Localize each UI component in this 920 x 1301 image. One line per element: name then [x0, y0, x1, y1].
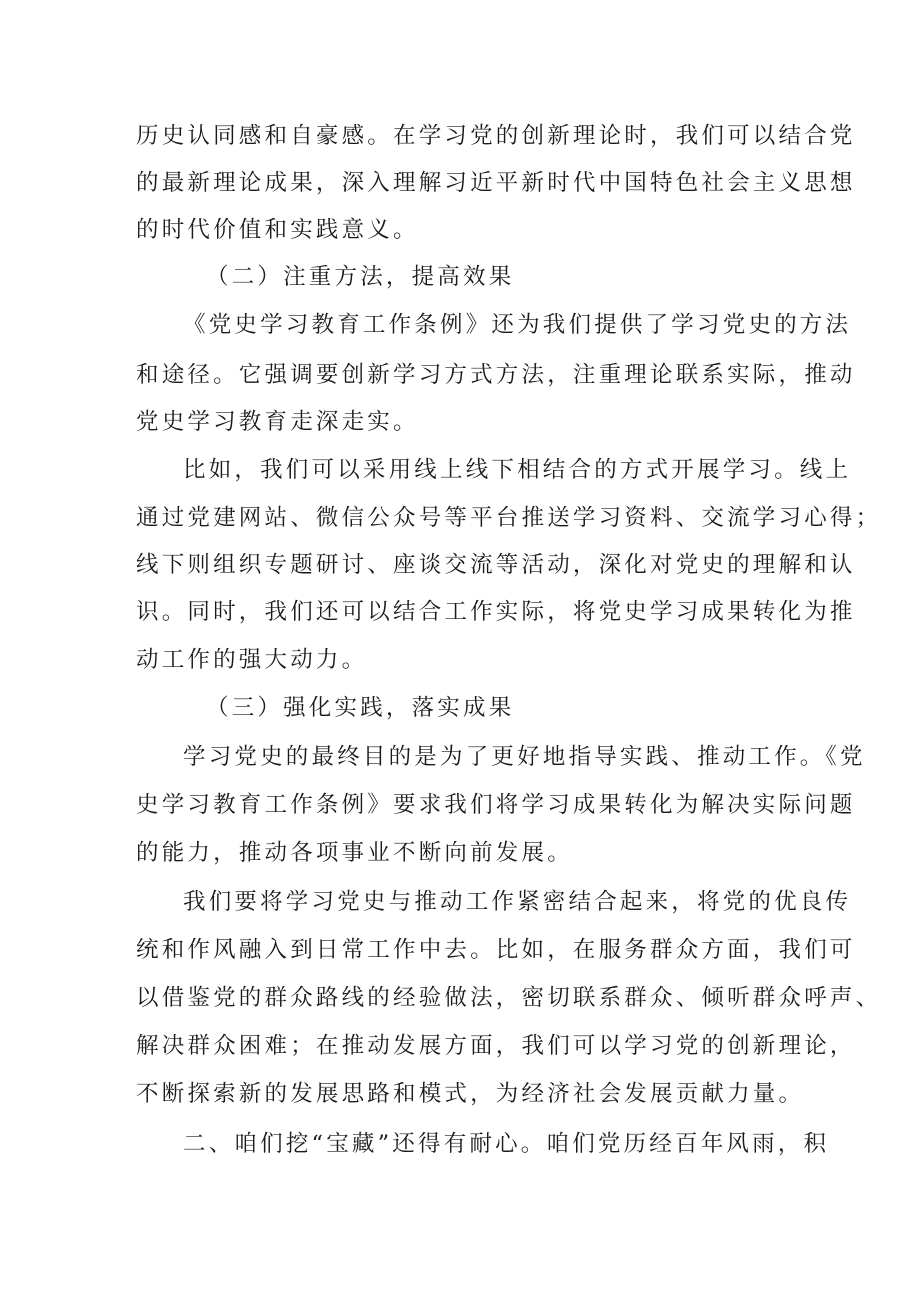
section-heading-3: （三）强化实践，落实成果: [206, 695, 515, 721]
body-text-line: 比如，我们可以采用线上线下相结合的方式开展学习。线上: [183, 457, 852, 483]
body-text-line: 的最新理论成果，深入理解习近平新时代中国特色社会主义思想: [136, 170, 856, 196]
body-text-line: 我们要将学习党史与推动工作紧密结合起来，将党的优良传: [183, 889, 852, 915]
body-text-line: 动工作的强大动力。: [136, 647, 368, 673]
body-text-line: 的能力，推动各项事业不断向前发展。: [136, 840, 573, 866]
body-text-line: 线下则组织专题研讨、座谈交流等活动，深化对党史的理解和认: [136, 552, 856, 578]
body-text-line: 历史认同感和自豪感。在学习党的创新理论时，我们可以结合党: [136, 123, 856, 149]
body-text-line: 党史学习教育走深走实。: [136, 409, 419, 435]
body-text-line: 二、咱们挖“宝藏”还得有耐心。咱们党历经百年风雨，积: [183, 1131, 830, 1157]
body-text-line: 以借鉴党的群众路线的经验做法，密切联系群众、倾听群众呼声、: [136, 985, 882, 1011]
body-text-line: 解决群众困难；在推动发展方面，我们可以学习党的创新理论，: [136, 1033, 856, 1059]
body-text-line: 《党史学习教育工作条例》还为我们提供了学习党史的方法: [183, 312, 852, 338]
body-text-line: 不断探索新的发展思路和模式，为经济社会发展贡献力量。: [136, 1081, 805, 1107]
body-text-line: 识。同时，我们还可以结合工作实际，将党史学习成果转化为推: [136, 599, 856, 625]
body-text-line: 学习党史的最终目的是为了更好地指导实践、推动工作。《党: [183, 744, 866, 770]
body-text-line: 和途径。它强调要创新学习方式方法，注重理论联系实际，推动: [136, 362, 856, 388]
section-heading-2: （二）注重方法，提高效果: [206, 264, 515, 290]
body-text-line: 通过党建网站、微信公众号等平台推送学习资料、交流学习心得；: [136, 505, 882, 531]
body-text-line: 统和作风融入到日常工作中去。比如，在服务群众方面，我们可: [136, 937, 856, 963]
body-text-line: 史学习教育工作条例》要求我们将学习成果转化为解决实际问题: [136, 792, 856, 818]
body-text-line: 的时代价值和实践意义。: [136, 217, 419, 243]
